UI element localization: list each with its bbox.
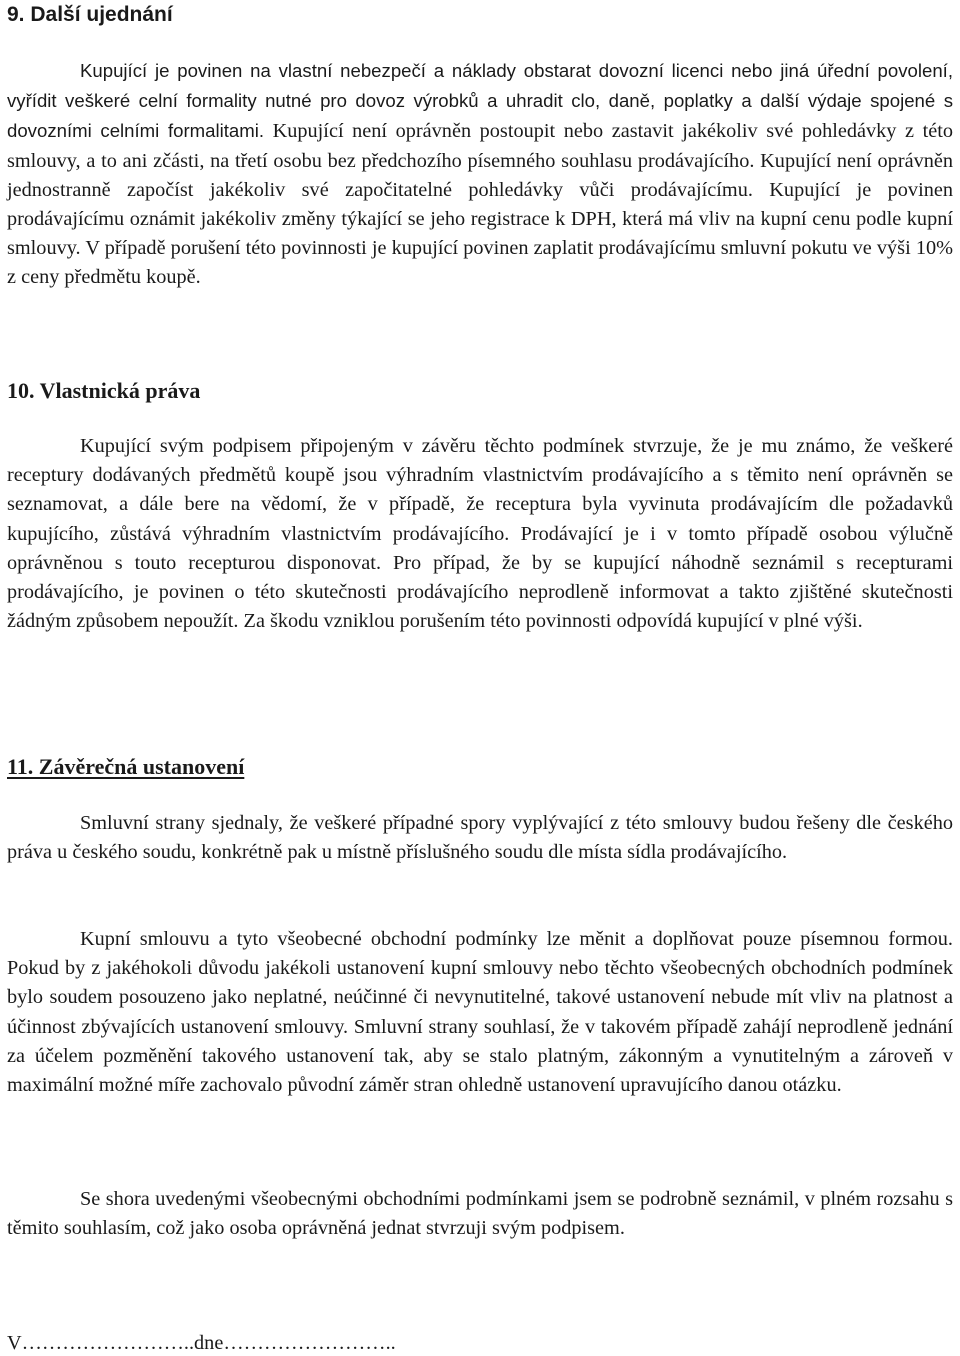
section-9-paragraph-part-1: Kupující je povinen na vlastní nebezpečí a náklady obstarat dovozní licenci nebo jiná úřední povolení, vyřídit veškeré celní formality nutné pro dovoz výrobků a uhradit clo, daně, poplatky a další výdaje spojené s dovozními celními formalitami. [7,60,953,142]
section-9-paragraph [7,56,953,293]
section-9-paragraph-part-2: Kupující není oprávněn postoupit nebo zastavit jakékoliv své pohledávky z této smlouvy, a to ani zčásti, na třetí osobu bez předchozího písemného souhlasu prodávajícího. Kupující není oprávněn jednostranně započíst jakékoliv své započitatelné pohledávky vůči prodávajícímu. Kupující je povinen prodávajícímu oznámit jakékoliv změny týkající se jeho registrace k DPH, která má vliv na kupní cenu podle kupní smlouvy. V případě porušení této povinnosti je kupující povinen zaplatit prodávajícímu smluvní pokutu ve výši 10% z ceny předmětu koupě. [7,120,953,289]
section-11-paragraph-3: Se shora uvedenými všeobecnými obchodními podmínkami jsem se podrobně seznámil, v plném rozsahu s těmito souhlasím, což jako osoba oprávněná jednat stvrzuji svým podpisem. [7,1188,953,1240]
section-10-heading: 10. Vlastnická práva [7,378,201,403]
section-11-paragraph-2: Kupní smlouvu a tyto všeobecné obchodní podmínky lze měnit a doplňovat pouze písemnou formou. Pokud by z jakéhokoli důvodu jakékoli ustanovení kupní smlouvy nebo těchto všeobecných obchodních podmínek bylo soudem posouzeno jako neplatné, neúčinné či nevynutitelné, takové ustanovení nebude mít vliv na platnost a účinnost zbývajících ustanovení smlouvy. Smluvní strany souhlasí, že v takovém případě zahájí neprodleně jednání za účelem pozměnění takového ustanovení tak, aby se stalo platným, zákonným a vynutitelným a zároveň v maximální možné míře zachovalo původní záměr stran ohledně ustanovení upravujícího danou otázku. [7,928,953,1097]
section-11-heading: 11. Závěrečná ustanovení [7,754,245,779]
section-10-paragraph: Kupující svým podpisem připojeným v závěru těchto podmínek stvrzuje, že je mu známo, že veškeré receptury dodávaných předmětů koupě jsou výhradním vlastnictvím prodávajícího a s těmito není oprávněn se seznamovat, a dále bere na vědomí, že v případě, že receptura byla vyvinuta prodávajícím dle požadavků kupujícího, zůstává výhradním vlastnictvím prodávajícího. Prodávající je i v tomto případě osobou výlučně oprávněnou s touto recepturou disponovat. Pro případ, že by se kupující náhodně seznámil s recepturami prodávajícího, je povinen o této skutečnosti prodávajícího neprodleně informovat a takto zjištěné skutečnosti žádným způsobem nepoužít. Za škodu vzniklou porušením této povinnosti odpovídá kupující v plné výši. [7,435,953,633]
signature-line: V……………………..dne…………………….. [7,1332,396,1354]
section-11-paragraph-1: Smluvní strany sjednaly, že veškeré případné spory vyplývající z této smlouvy budou řešeny dle českého práva u českého soudu, konkrétně pak u místně příslušného soudu dle místa sídla prodávajícího. [7,812,953,864]
section-9-heading: 9. Další ujednání [7,3,173,26]
